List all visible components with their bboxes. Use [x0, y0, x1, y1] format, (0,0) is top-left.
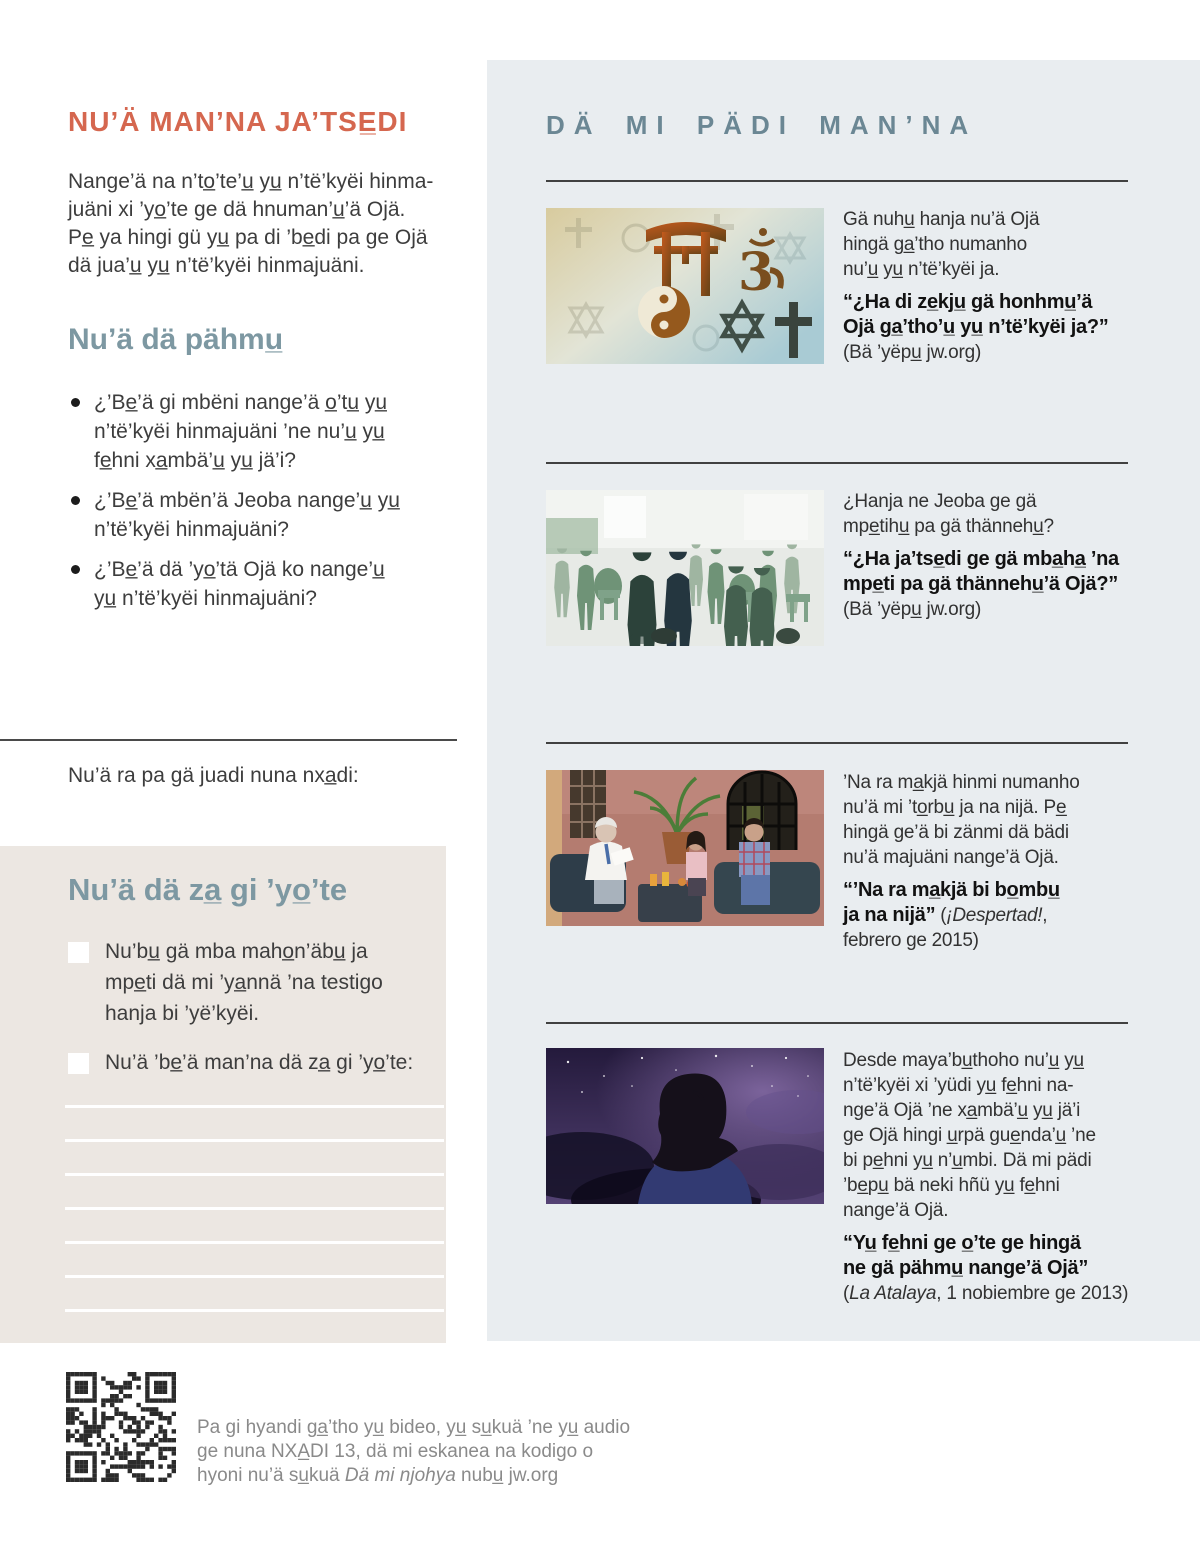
window-arched: [728, 772, 796, 850]
intro-paragraph: Nange’ä na n’to̲’te’u̲ yu̲ n’të’kyëi hinma- juäni xi ’yo̲’te ge dä hnuman’u̲’ä Ojä. Pe̲ ya hingi gü yu̲ pa di ’be̲di pa ge Ojä dä jua’u̲ yu̲ n’të’kyëi hinmajuäni.: [68, 170, 434, 277]
checkbox[interactable]: [68, 942, 89, 963]
todo-item: Nu’ä ’be̲’ä man’na dä za̲ gi ’yo̲’te:: [105, 1051, 414, 1074]
todo-item: Nu’bu̲ gä mba maho̲n’äbu̲ ja mpe̲ti dä mi ’ya̲nnä ’na testigo hanja bi ’yë’kyëi.: [105, 940, 383, 1025]
bag-shape: [651, 628, 677, 644]
page-title: NU’Ä MAN’NA JA’TSE̲DI: [68, 106, 408, 137]
writing-line[interactable]: [65, 1173, 444, 1176]
review-section-2: ¿Hanja ne Jeoba ge gä mpe̲tihu̲ pa gä thännehu̲? “¿Ha ja’tse̲di ge gä mba̲ha̲ ’na mpe̲ti pa gä thännehu̲’ä Ojä?” (Bä ’yëpu̲ jw.org): [843, 489, 1135, 622]
review-section-3: ’Na ra ma̲kjä hinmi numanho nu’ä mi ’to̲rbu̲ ja na nijä. Pe̲ hingä ge’ä bi zänmi dä bädi nu’ä majuäni nange’ä Ojä. “’Na ra ma̲kjä bi bo̲mbu̲ ja na nijä” (¡Despertad!, febrero ge 2015): [843, 770, 1135, 953]
writing-line[interactable]: [65, 1139, 444, 1142]
footer-note: Pa gi hyandi ga̲’tho yu̲ bideo, yu̲ su̲kuä ’ne yu̲ audio ge nuna NXA̲DI 13, dä mi eskanea na kodigo o hyoni nu’ä su̲kuä Dä mi njohya nubu̲ jw.org: [197, 1417, 631, 1486]
quote-source: febrero ge 2015): [843, 930, 979, 951]
quote-text: “Yu̲ fe̲hni ge o̲’te ge hingä ne gä pähmu̲ nange’ä Ojä”: [843, 1232, 1089, 1279]
review-section-4: Desde maya’bu̲thoho nu’u̲ yu̲ n’të’kyëi xi ’yüdi yu̲ fe̲hni na- nge’ä Ojä ’ne xa̲mbä’u̲ yu̲ jä’i ge Ojä hingi u̲rpä gue̲nda’u̲ ’ne bi pe̲hni yu̲ n’u̲mbi. Dä mi pädi ’be̲pu̲ bä neki hñü yu̲ fe̲hni nange’ä Ojä. “Yu̲ fe̲hni ge o̲’te ge hingä ne gä pähmu̲ nange’ä Ojä” (La Atalaya, 1 nobiembre ge 2013): [843, 1048, 1143, 1306]
quote-text: “’Na ra ma̲kjä bi bo̲mbu̲ ja na nijä” (¡Despertad!, febrero ge 2015): [843, 878, 1135, 953]
writing-line[interactable]: [65, 1275, 444, 1278]
quote-source: (Bä ’yëpu̲ jw.org): [843, 599, 982, 620]
qr-code: [66, 1372, 176, 1482]
review-section-1: Gä nuhu̲ hanja nu’ä Ojä hingä ga̲’tho numanho nu’u̲ yu̲ n’të’kyëi ja. “¿Ha di ze̲kju̲ gä honhmu̲’ä Ojä ga̲’tho’u̲ yu̲ n’të’kyëi ja?” (Bä ’yëpu̲ jw.org): [843, 207, 1135, 365]
list-item: ¿’Be̲’ä dä ’yo̲’tä Ojä ko nange’u̲ yu̲ n’të’kyëi hinmajuäni?: [68, 555, 468, 613]
svg-text:3: 3: [738, 242, 775, 303]
writing-line[interactable]: [65, 1309, 444, 1312]
finish-note: Nu’ä ra pa gä juadi nuna nxa̲di:: [68, 764, 359, 787]
review-heading: DÄ MI PÄDI MAN’NA: [546, 110, 978, 140]
patio-study-image: [546, 770, 824, 926]
night-sky-image: [546, 1048, 824, 1204]
meeting-image: [546, 490, 824, 646]
section-divider: [546, 1022, 1128, 1024]
checkbox[interactable]: [68, 1053, 89, 1074]
writing-line[interactable]: [65, 1241, 444, 1244]
section-divider: [546, 180, 1128, 182]
learn-section-heading: Nu’ä dä pähmu̲: [68, 323, 284, 356]
divider: [0, 739, 457, 741]
woman-figure: [686, 831, 707, 896]
quote-source: (La Atalaya, 1 nobiembre ge 2013): [843, 1283, 1129, 1304]
section-divider: [546, 742, 1128, 744]
todo-box: [0, 846, 446, 1343]
list-item: ¿’Be̲’ä mbën’ä Jeoba nange’u̲ yu̲ n’të’kyëi hinmajuäni?: [68, 486, 468, 544]
list-item: ¿’Be̲’ä gi mbëni nange’ä o̲’tu̲ yu̲ n’të’kyëi hinmajuäni ’ne nu’u̲ yu̲ fe̲hni xa̲mbä’u̲ yu̲ jä’i?: [68, 388, 468, 475]
quote-text: “¿Ha ja’tse̲di ge gä mba̲ha̲ ’na mpe̲ti pa gä thännehu̲’ä Ojä?”: [843, 548, 1119, 595]
quote-text: “¿Ha di ze̲kju̲ gä honhmu̲’ä Ojä ga̲’tho’u̲ yu̲ n’të’kyëi ja?”: [843, 291, 1109, 338]
yin-yang-icon: [638, 286, 690, 338]
todo-box-heading: Nu’ä dä za̲ gi ’yo̲’te: [68, 872, 348, 907]
writing-line[interactable]: [65, 1207, 444, 1210]
section-divider: [546, 462, 1128, 464]
religious-symbols-image: [546, 208, 824, 364]
quote-source: (Bä ’yëpu̲ jw.org): [843, 342, 982, 363]
study-questions-list: [68, 388, 468, 624]
writing-line[interactable]: [65, 1105, 444, 1108]
